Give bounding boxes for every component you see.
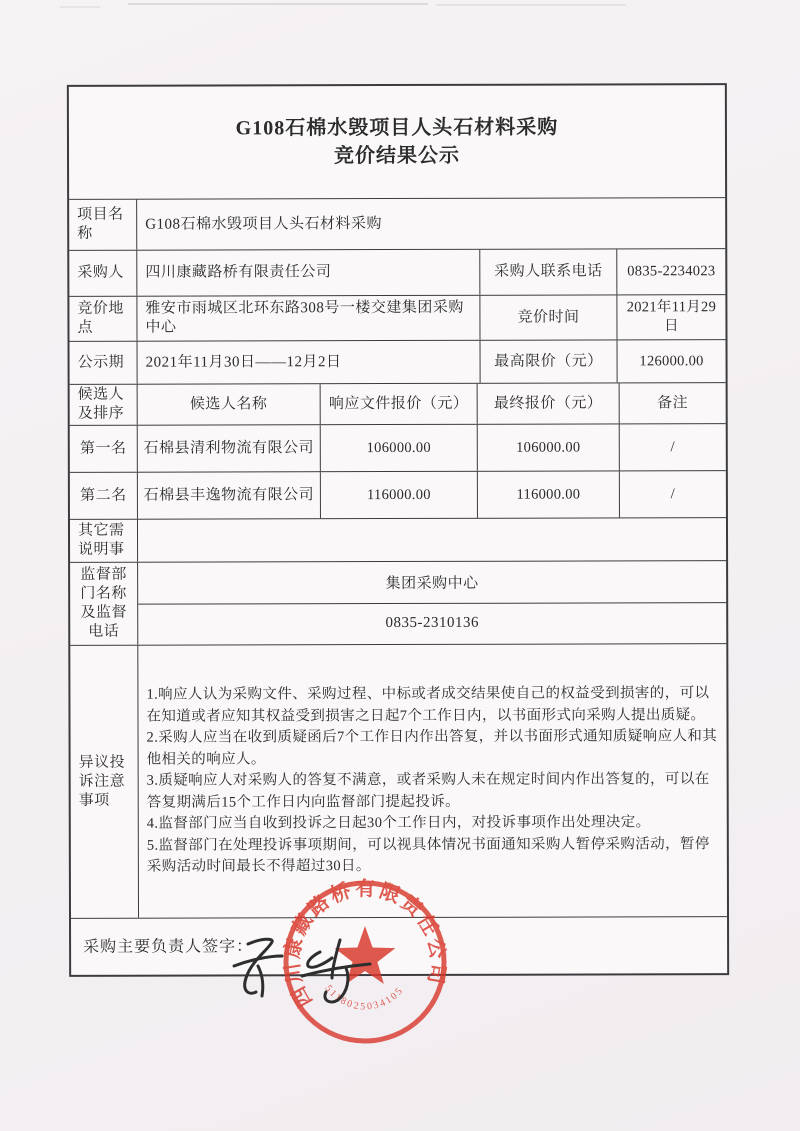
title-row <box>69 85 725 199</box>
signature-label: 采购主要负责人签字： <box>83 937 254 956</box>
title-line-1: G108石棉水毁项目人头石材料采购 <box>235 116 559 140</box>
other-notes-row <box>70 517 726 562</box>
candidates-header-bid: 响应文件报价（元） <box>320 384 477 424</box>
supervision-label: 监督部门名称及监督电话 <box>80 566 127 640</box>
title-line-2: 竞价结果公示 <box>333 144 461 168</box>
scan-artifact <box>60 6 100 8</box>
publicity-period-row <box>70 339 726 384</box>
candidate-row-1 <box>70 423 726 472</box>
candidate-bid: 106000.00 <box>320 425 477 471</box>
scan-artifact <box>128 3 428 5</box>
candidate-remark: / <box>619 424 726 470</box>
notice-item-5: 5.监督部门在处理投诉事项期间，可以视具体情况书面通知采购人暂停采购活动，暂停采购活动时间最长不得超过30日。 <box>146 835 710 875</box>
scan-artifact <box>436 4 626 6</box>
supervision-department: 集团采购中心 <box>385 575 479 592</box>
candidate-name: 石棉县清利物流有限公司 <box>137 425 320 471</box>
bid-location-row <box>69 294 725 341</box>
bid-location-value: 雅安市雨城区北环东路308号一楼交建集团采购中心 <box>136 296 479 341</box>
publicity-period-value: 2021年11月30日——12月2日 <box>137 341 480 384</box>
candidate-rank: 第一名 <box>79 440 127 457</box>
notice-item-2: 2.采购人应当在收到质疑函后7个工作日内作出答复，并以书面形式通知质疑响应人和其他相关的响应人。 <box>146 728 718 768</box>
publicity-period-label: 公示期 <box>77 354 125 371</box>
candidates-header-name: 候选人名称 <box>137 384 320 424</box>
candidate-row-2 <box>70 470 726 519</box>
objection-notice-text <box>146 683 721 878</box>
objection-notice-label: 异议投诉注意事项 <box>78 754 126 809</box>
notice-item-4: 4.监督部门应当自收到投诉之日起30个工作日内，对投诉事项作出处理决定。 <box>146 814 651 832</box>
candidates-header-final: 最终报价（元） <box>477 383 619 423</box>
candidate-final: 116000.00 <box>477 471 619 517</box>
project-name-row <box>69 197 725 250</box>
supervision-row <box>70 560 726 645</box>
other-notes-value <box>137 518 726 562</box>
max-price-value: 126000.00 <box>617 340 726 382</box>
purchaser-phone-label: 采购人联系电话 <box>479 249 616 294</box>
purchaser-value: 四川康藏路桥有限责任公司 <box>136 250 479 296</box>
page-title <box>236 114 559 171</box>
supervision-phone: 0835-2310136 <box>138 602 726 645</box>
candidate-bid: 116000.00 <box>320 472 477 518</box>
other-notes-label: 其它需说明事 <box>77 522 125 558</box>
seal-serial-number: 5118025034105 <box>322 983 407 1013</box>
project-name-value: G108石棉水毁项目人头石材料采购 <box>136 198 725 250</box>
bid-time-value: 2021年11月29日 <box>616 295 725 339</box>
project-name-label: 项目名称 <box>77 206 124 242</box>
candidates-header-row <box>70 382 726 425</box>
candidate-name: 石棉县丰逸物流有限公司 <box>137 472 320 518</box>
purchaser-phone-value: 0835-2234023 <box>616 249 725 294</box>
supervision-values <box>137 561 726 645</box>
handwritten-signature <box>228 926 400 1014</box>
candidates-header-rank: 候选人及排序 <box>77 386 125 422</box>
bid-location-label: 竞价地点 <box>77 300 124 336</box>
announcement-table <box>67 83 729 977</box>
candidate-rank: 第二名 <box>80 487 127 504</box>
max-price-label: 最高限价（元） <box>480 340 617 382</box>
candidate-remark: / <box>619 471 726 517</box>
candidates-header-remark: 备注 <box>619 383 726 423</box>
notice-item-3: 3.质疑响应人对采购人的答复不满意，或者采购人未在规定时间内作出答复的，可以在答复期满后15个工作日内向监督部门提起投诉。 <box>146 771 710 811</box>
candidate-final: 106000.00 <box>477 424 619 470</box>
seal-company-name: 四川康藏路桥有限责任公司 <box>281 878 449 1011</box>
notice-item-1: 1.响应人认为采购文件、采购过程、中标或者成交结果使自己的权益受到损害的，可以在知道或者应知其权益受到损害之日起7个工作日内，以书面形式向采购人提出质疑。 <box>146 685 710 725</box>
purchaser-label: 采购人 <box>77 264 124 281</box>
bid-time-label: 竞价时间 <box>479 295 616 339</box>
purchaser-row <box>69 248 725 296</box>
